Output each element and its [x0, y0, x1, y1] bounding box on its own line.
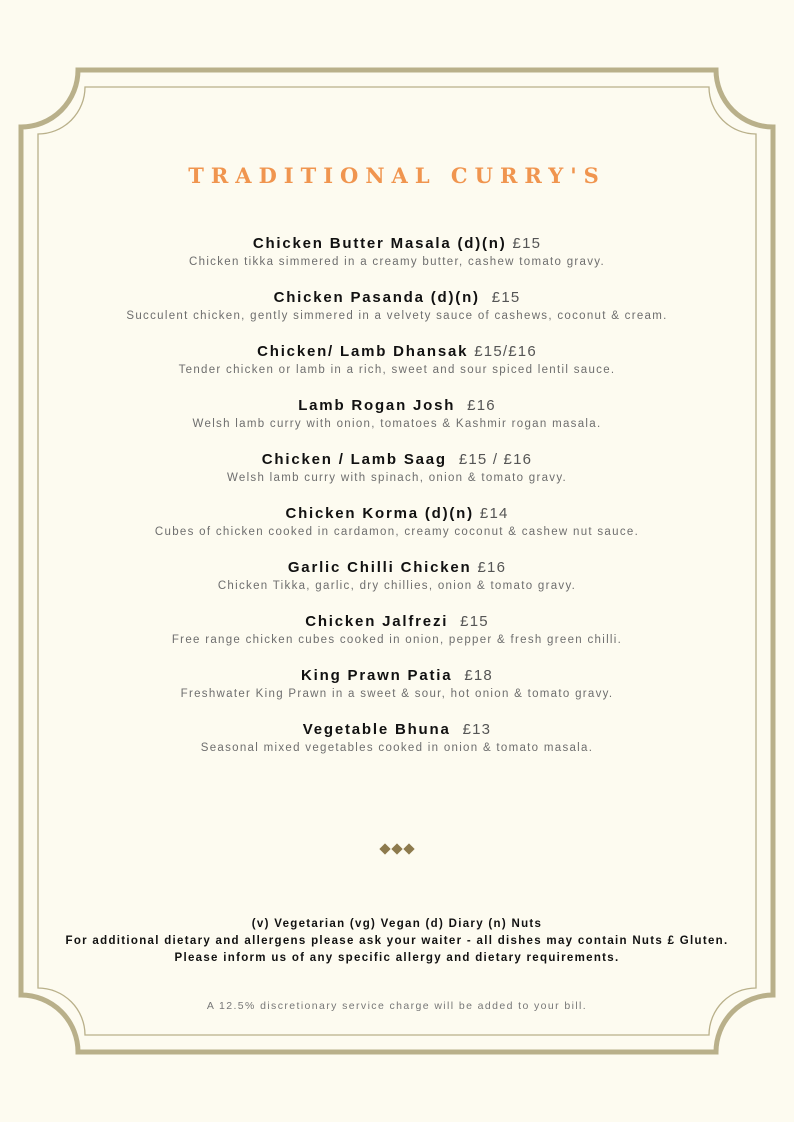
menu-item [0, 666, 794, 720]
item-price: £15 [460, 613, 489, 630]
item-price: £15/£16 [474, 343, 537, 360]
item-name: Chicken Butter Masala (d)(n) [252, 235, 507, 252]
item-price: £13 [462, 721, 492, 738]
diamond-icon [379, 843, 390, 854]
item-name: Chicken Korma (d)(n) [285, 505, 474, 522]
dietary-legend: (v) Vegetarian (vg) Vegan (d) Diary (n) Nuts [251, 918, 543, 930]
diamond-icon [403, 843, 414, 854]
item-name: Garlic Chilli Chicken [287, 559, 472, 576]
menu-item [0, 720, 794, 774]
item-description: Chicken tikka simmered in a creamy butter, cashew tomato gravy. [189, 256, 605, 268]
allergy-inform-note: Please inform us of any specific allergy and dietary requirements. [174, 952, 620, 964]
item-name: Chicken / Lamb Saag [261, 451, 447, 468]
service-charge-note: A 12.5% discretionary service charge will be added to your bill. [206, 1000, 588, 1012]
item-name: Chicken Pasanda (d)(n) [273, 289, 480, 306]
item-price: £18 [464, 667, 493, 684]
item-price: £15 [512, 235, 542, 252]
item-description: Welsh lamb curry with onion, tomatoes & Kashmir rogan masala. [192, 418, 602, 430]
item-description: Free range chicken cubes cooked in onion, pepper & fresh green chilli. [171, 634, 623, 646]
menu-item [0, 342, 794, 396]
item-price: £16 [477, 559, 507, 576]
dietary-notes [0, 916, 794, 967]
menu-item [0, 234, 794, 288]
item-description: Freshwater King Prawn in a sweet & sour, hot onion & tomato gravy. [180, 688, 614, 700]
diamond-divider [0, 840, 794, 858]
allergen-note: For additional dietary and allergens please ask your waiter - all dishes may contain Nuts £ Gluten. [65, 935, 729, 947]
item-price: £14 [479, 505, 509, 522]
item-price: £15 [491, 289, 521, 306]
menu-item [0, 396, 794, 450]
menu-item [0, 558, 794, 612]
diamond-icon [391, 843, 402, 854]
item-price: £15 / £16 [458, 451, 533, 468]
item-description: Cubes of chicken cooked in cardamon, creamy coconut & cashew nut sauce. [154, 526, 640, 538]
item-description: Succulent chicken, gently simmered in a velvety sauce of cashews, coconut & cream. [126, 310, 668, 322]
menu-item [0, 288, 794, 342]
menu-list [0, 234, 794, 774]
menu-item [0, 450, 794, 504]
item-name: Vegetable Bhuna [302, 721, 451, 738]
menu-title: TRADITIONAL CURRY'S [188, 163, 606, 188]
item-description: Seasonal mixed vegetables cooked in onion & tomato masala. [200, 742, 594, 754]
item-name: Lamb Rogan Josh [298, 397, 456, 414]
item-name: Chicken/ Lamb Dhansak [257, 343, 469, 360]
item-price: £16 [467, 397, 496, 414]
menu-item [0, 612, 794, 666]
item-description: Tender chicken or lamb in a rich, sweet and sour spiced lentil sauce. [178, 364, 616, 376]
item-name: King Prawn Patia [301, 667, 453, 684]
menu-item [0, 504, 794, 558]
item-name: Chicken Jalfrezi [305, 613, 449, 630]
item-description: Chicken Tikka, garlic, dry chillies, onion & tomato gravy. [217, 580, 577, 592]
item-description: Welsh lamb curry with spinach, onion & tomato gravy. [226, 472, 568, 484]
